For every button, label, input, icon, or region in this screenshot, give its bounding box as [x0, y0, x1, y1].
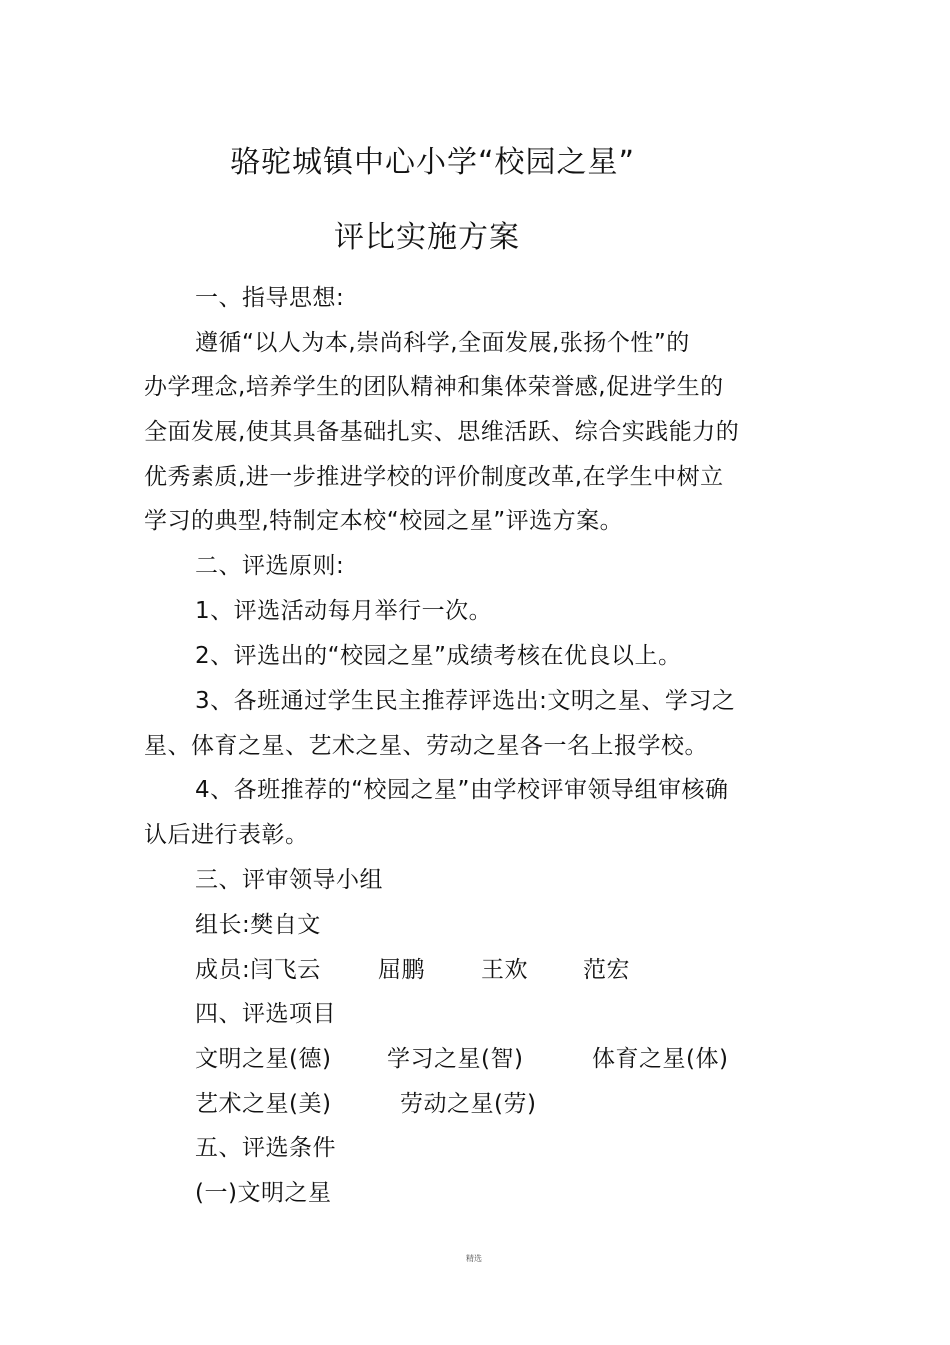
paragraph-line: 全面发展,使其具备基础扎实、思维活跃、综合实践能力的: [144, 419, 740, 445]
doc-title-line1: 骆驼城镇中心小学“校园之星”: [230, 145, 636, 180]
award-item: 学习之星(智): [387, 1046, 524, 1072]
section-heading-5: 五、评选条件: [195, 1135, 336, 1161]
list-item: 4、各班推荐的“校园之星”由学校评审领导组审核确: [195, 777, 729, 803]
doc-title-line2: 评比实施方案: [334, 220, 520, 255]
list-item-continuation: 星、体育之星、艺术之星、劳动之星各一名上报学校。: [144, 733, 708, 759]
group-member: 屈鹏: [378, 957, 425, 983]
paragraph-line: 学习的典型,特制定本校“校园之星”评选方案。: [144, 508, 624, 534]
award-item: 体育之星(体): [592, 1046, 729, 1072]
section-heading-1: 一、指导思想:: [195, 285, 345, 311]
paragraph-line: 优秀素质,进一步推进学校的评价制度改革,在学生中树立: [144, 464, 724, 490]
list-item-continuation: 认后进行表彰。: [144, 822, 309, 848]
group-leader: 组长:樊自文: [195, 912, 321, 938]
subsection-heading: (一)文明之星: [195, 1180, 332, 1206]
group-member: 范宏: [583, 957, 630, 983]
list-item: 2、评选出的“校园之星”成绩考核在优良以上。: [195, 643, 682, 669]
footer-mark: 精选: [466, 1254, 482, 1263]
paragraph-line: 遵循“以人为本,崇尚科学,全面发展,张扬个性”的: [195, 330, 690, 356]
list-item: 1、评选活动每月举行一次。: [195, 598, 493, 624]
award-item: 艺术之星(美): [195, 1091, 332, 1117]
group-members-label: 成员:闫飞云: [195, 957, 321, 983]
section-heading-4: 四、评选项目: [195, 1001, 336, 1027]
group-member: 王欢: [481, 957, 528, 983]
award-item: 文明之星(德): [195, 1046, 332, 1072]
paragraph-line: 办学理念,培养学生的团队精神和集体荣誉感,促进学生的: [144, 374, 724, 400]
section-heading-3: 三、评审领导小组: [195, 867, 383, 893]
award-item: 劳动之星(劳): [400, 1091, 537, 1117]
list-item: 3、各班通过学生民主推荐评选出:文明之星、学习之: [195, 688, 736, 714]
section-heading-2: 二、评选原则:: [195, 553, 345, 579]
